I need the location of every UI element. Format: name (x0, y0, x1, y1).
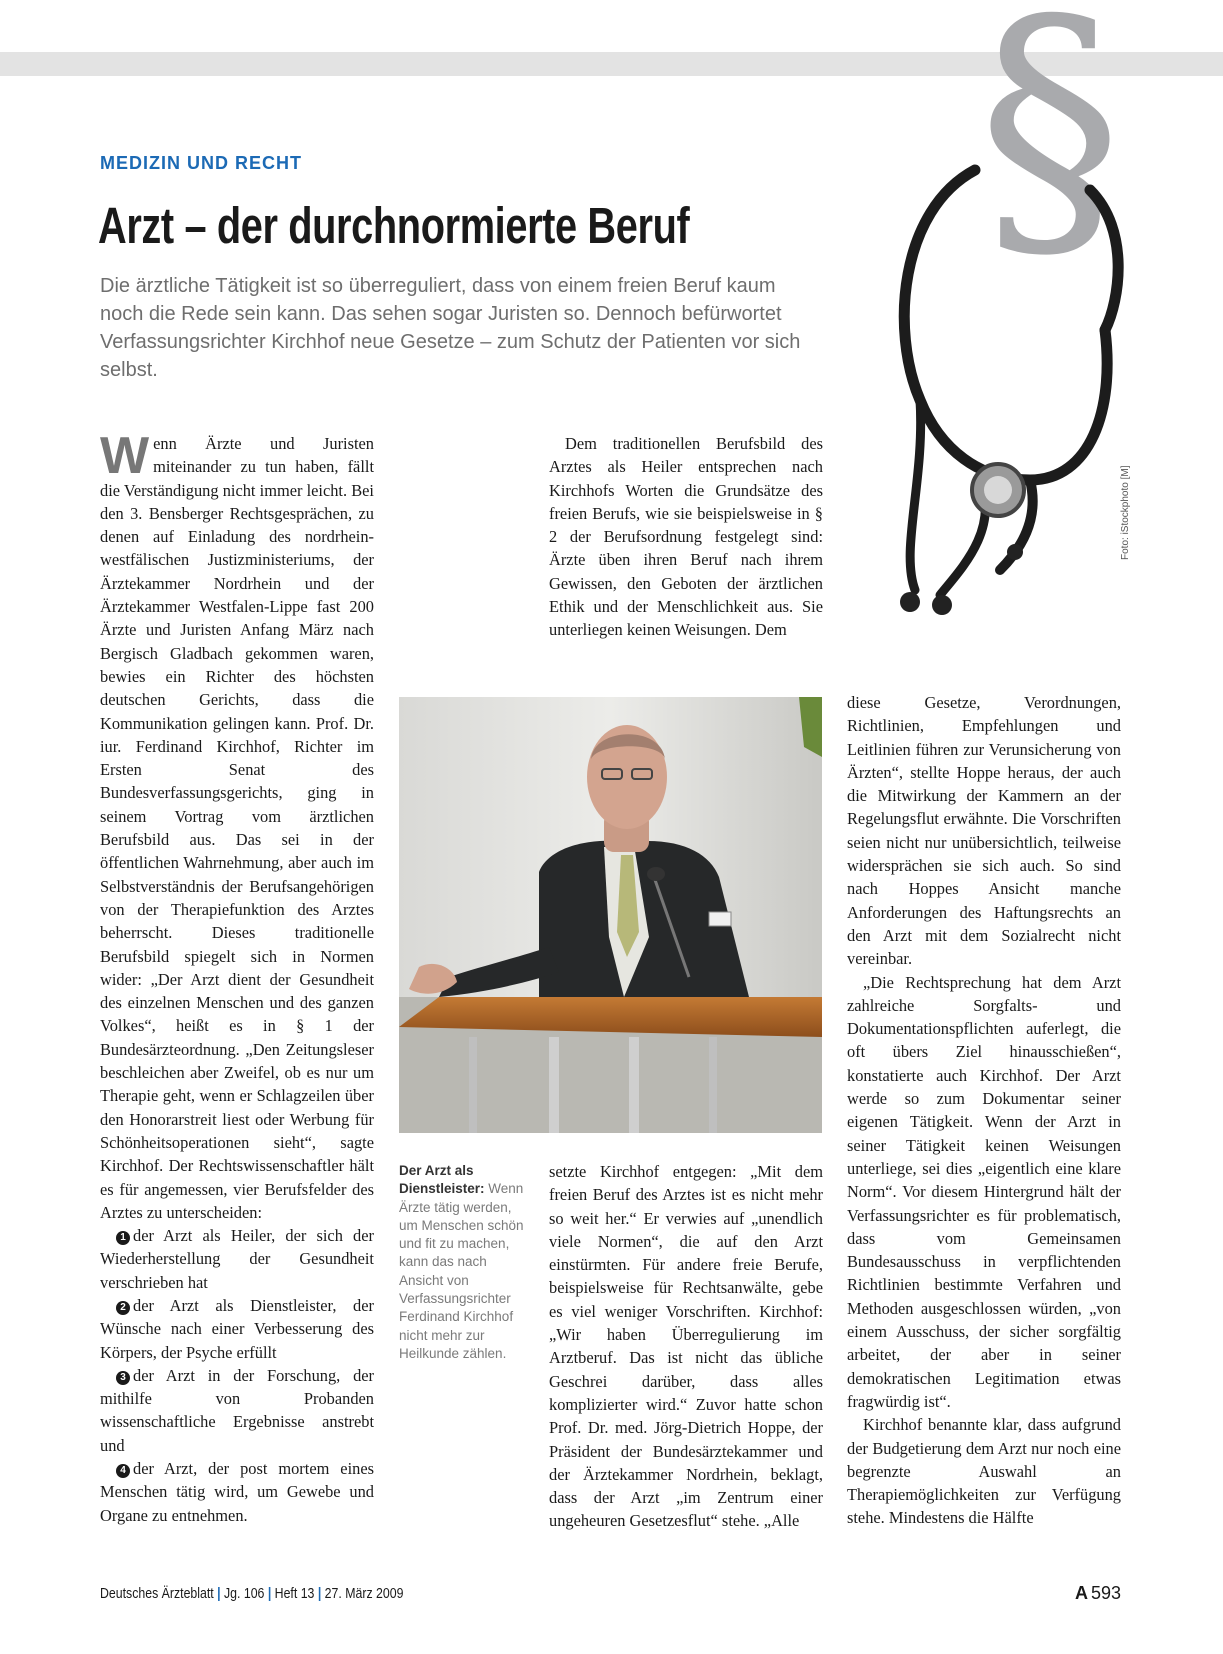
intro-paragraph-text: enn Ärzte und Juristen miteinander zu tun haben, fällt die Verständigung nicht immer leicht. Bei den 3. Bensberger Rechtsgesprächen, zu denen auf Einladung des nordrhein-westfälischen Justizministeriums, der Ärztekammer Nordrhein und der Ärztekammer Westfalen-Lippe fast 200 Ärzte und Juristen Anfang März nach Bergisch Gladbach gekommen waren, bewies ein Richter des höchsten deutschen Gerichts, dass die Kommunikation gelingen kann. Prof. Dr. iur. Ferdinand Kirchhof, Richter im Ersten Senat des Bundesverfassungsgerichts, ging in seinem Vortrag vom ärztlichen Berufsbild aus. Das sei in der öffentlichen Wahrnehmung, aber auch im Selbstverständnis der Berufsangehörigen von der Therapiefunktion des Arztes beherrscht. Dieses traditionelle Berufsbild spiegelt sich in Normen wider: „Der Arzt dient der Gesundheit des einzelnen Menschen und des ganzen Volkes“, heißt es in § 1 der Bundesärzteordnung. „Den Zeitungsleser beschleichen aber Zweifel, ob es nur um Therapie geht, wenn er Schlagzeilen über den Honorarstreit liest oder Werbung für Schönheitsoperationen sieht“, sagte Kirchhof. Der Rechtswissenschaftler hält es für angemessen, vier Berufsfelder des Arztes zu unterscheiden: (100, 434, 374, 1222)
paragraph: „Die Rechtsprechung hat dem Arzt zahlreiche Sorgfalts- und Dokumentationspflichten auferlegt, die oft übers Ziel hinausschießen“, konstatierte auch Kirchhof. Der Arzt werde so zum Dokumentar seiner eigenen Tätigkeit. Wenn der Arzt in seiner Tätigkeit keinen Weisungen unterliege, sei dies „eigentlich eine klare Norm“. Vor diesem Hintergrund hält der Verfassungsrichter es für problematisch, dass vom Gemeinsamen Bundesausschuss in verpflichtenden Richtlinien bestimmte Verfahren und Methoden ausgeschlossen würden, „von einem Ausschuss, der sicher sorgfältig arbeitet, der aber in seiner demokratischen Legitimation etwas fragwürdig ist“. (847, 972, 1121, 1411)
separator: | (217, 1586, 221, 1602)
separator: | (267, 1586, 272, 1602)
number-badge-icon: 4 (116, 1464, 130, 1478)
photo-caption (399, 1162, 534, 1363)
number-badge-icon: 3 (116, 1371, 130, 1385)
intro-paragraph (100, 427, 374, 1224)
list-item (100, 1364, 374, 1457)
list-item (100, 1224, 374, 1294)
list-item-text: der Arzt als Heiler, der sich der Wiederherstellung der Gesundheit verschrieben hat (100, 1226, 374, 1292)
drop-cap: W (100, 427, 150, 485)
article-lead: Die ärztliche Tätigkeit ist so überreguliert, dass von einem freien Beruf kaum noch die Rede sein kann. Das sehen sogar Juristen so. Dennoch befürwortet Verfassungsrichter Kirchhof neue Gesetze – zum Schutz der Patienten vor sich selbst. (100, 275, 801, 381)
paragraph: Kirchhof benannte klar, dass aufgrund der Budgetierung dem Arzt nur noch eine begrenzte Auswahl an Therapiemöglichkeiten zur Verfügung stehe. Mindestens die Hälfte (847, 1415, 1121, 1528)
issue: Heft 13 (274, 1586, 315, 1602)
paragraph-symbol-graphic: § (977, 0, 1123, 296)
column-3 (847, 691, 1121, 1530)
paragraph: setzte Kirchhof entgegen: „Mit dem freien Beruf des Arztes ist es nicht mehr so weit her.“ Er verwies auf „unendlich viele Normen“, die auf den Arzt einstürmten. Für andere freie Berufe, beispielsweise für Rechtsanwälte, gebe es viel weniger Vorschriften. Kirchhof: „Wir haben Überregulierung im Arztberuf. Das ist nicht das übliche Geschrei darüber, dass alles komplizierter wird.“ Zuvor hatte schon Prof. Dr. med. Jörg-Dietrich Hoppe, der Präsident der Bundesärztekammer und der Ärztekammer Nordrhein, beklagt, dass der Arzt „im Zentrum einer ungeheuren Gesetzesflut“ stehe. „Alle (549, 1162, 823, 1531)
volume: Jg. 106 (223, 1586, 265, 1602)
stethoscope-image (880, 150, 1130, 650)
journal-name: Deutsches Ärzteblatt (100, 1586, 214, 1602)
list-item-text: der Arzt, der post mortem eines Menschen tätig wird, um Gewebe und Organe zu entnehmen. (100, 1459, 374, 1525)
paragraph: Dem traditionellen Berufsbild des Arztes als Heiler entsprechen nach Kirchhofs Worten die Grundsätze des freien Berufs, wie sie beispielsweise in § 2 der Berufsordnung festgelegt sind: Ärzte üben ihren Beruf nach ihrem Gewissen, den Geboten der ärztlichen Ethik und der Menschlichkeit aus. Sie unterliegen keinen Weisungen. Dem (549, 434, 823, 640)
column-2-top (549, 432, 823, 642)
caption-text: Wenn Ärzte tätig werden, um Menschen schön und fit zu machen, kann das nach Ansicht von Verfassungsrichter Ferdinand Kirchhof nicht mehr zur Heilkunde zählen. (399, 1181, 524, 1361)
number-badge-icon: 2 (116, 1301, 130, 1315)
list-item (100, 1294, 374, 1364)
caption-title: Der Arzt als Dienstleister: (399, 1163, 485, 1197)
photo-credit: Foto: iStockphoto [M] (1120, 465, 1131, 560)
issue-date: 27. März 2009 (324, 1586, 404, 1602)
column-2-bottom (549, 1160, 823, 1533)
page-number-value: 593 (1091, 1583, 1122, 1603)
separator: | (317, 1586, 322, 1602)
page-prefix: A (1075, 1583, 1088, 1603)
section-kicker: MEDIZIN UND RECHT (100, 153, 302, 173)
column-1 (100, 427, 374, 1527)
speaker-photo (399, 697, 822, 1133)
paragraph: diese Gesetze, Verordnungen, Richtlinien, Empfehlungen und Leitlinien führen zur Verunsicherung von Ärzten“, stellte Hoppe heraus, der auch die Mitwirkung der Kammern an der Regelungsflut erwähnte. Die Vorschriften seien nicht nur unübersichtlich, teilweise widersprächen sie sich auch. So sind nach Hoppes Ansicht manche Anforderungen des Haftungsrechts an den Arzt mit dem Sozialrecht nicht vereinbar. (847, 693, 1121, 969)
list-item-text: der Arzt als Dienstleister, der Wünsche nach einer Verbesserung des Körpers, der Psyche erfüllt (100, 1295, 374, 1362)
list-item-text: der Arzt in der Forschung, der mithilfe von Probanden wissenschaftliche Ergebnisse anstrebt und (100, 1365, 374, 1455)
page-footer (100, 1586, 403, 1602)
number-badge-icon: 1 (116, 1231, 130, 1245)
article-headline: Arzt – der durchnormierte Beruf (98, 197, 690, 254)
list-item (100, 1457, 374, 1527)
page-number (1075, 1583, 1121, 1604)
